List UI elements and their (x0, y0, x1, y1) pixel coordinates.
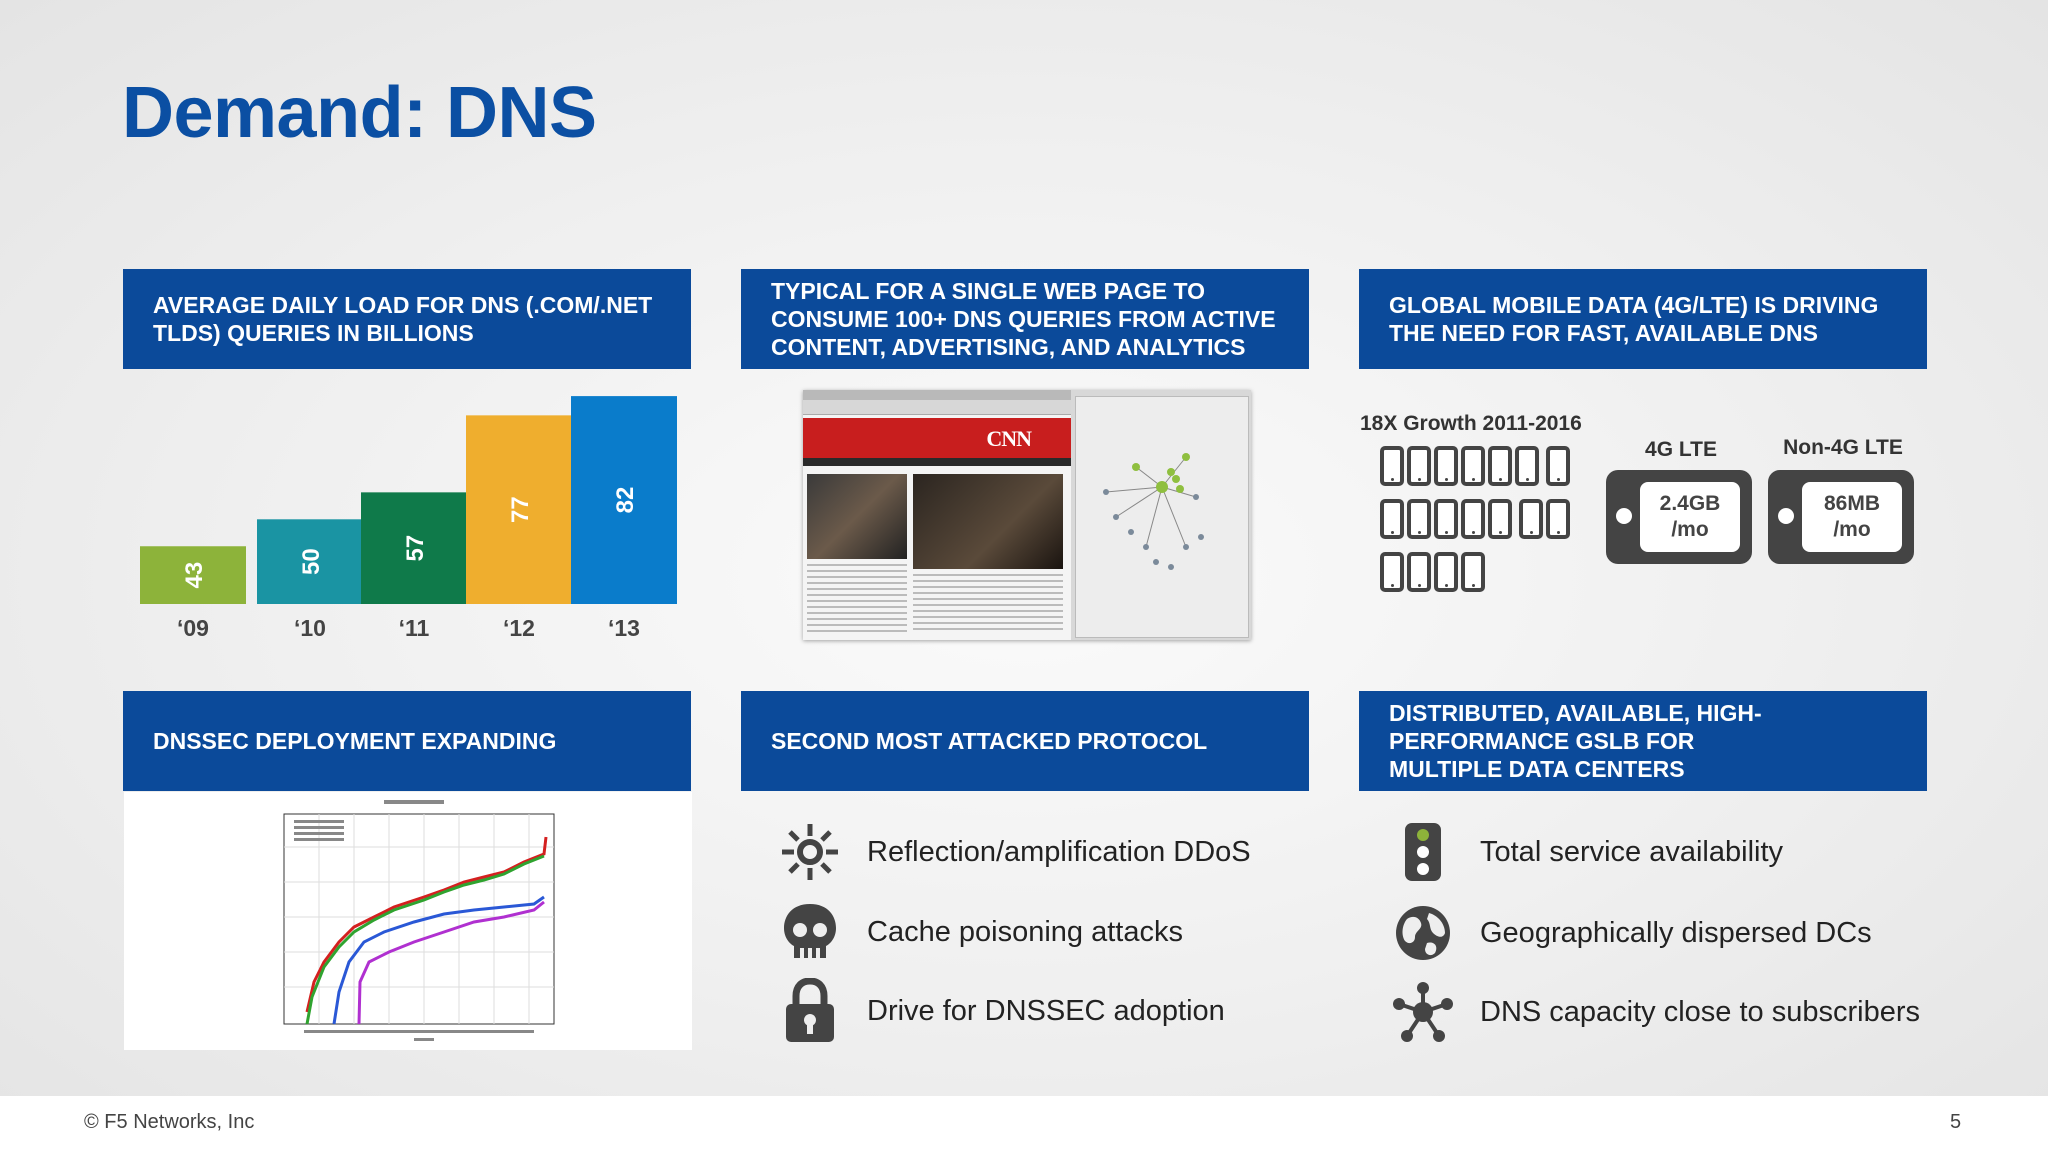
site-nav (803, 458, 1071, 466)
phone-icon (1461, 552, 1485, 592)
phone-icon (1515, 446, 1539, 486)
gslb-item (1388, 977, 1920, 1047)
phone-icon (1546, 499, 1570, 539)
dependency-graph (1076, 397, 1248, 637)
browser-titlebar (803, 390, 1071, 400)
attack-item (775, 817, 1251, 887)
lte-value: 2.4GB (1659, 492, 1721, 515)
gear-burst-icon (775, 817, 845, 887)
growth-label: 18X Growth 2011-2016 (1360, 412, 1582, 435)
panel-header-web-page (741, 269, 1309, 369)
site-logo: CNN (986, 426, 1031, 451)
bar-value-label: 82 (612, 486, 639, 514)
attack-item (775, 976, 1225, 1046)
header-line: TYPICAL FOR A SINGLE WEB PAGE TO (771, 278, 1206, 304)
phone-icon (1434, 552, 1458, 592)
web-page-screenshot (803, 390, 1251, 640)
phone-icon (1380, 499, 1404, 539)
attack-item (775, 897, 1183, 967)
header-line: GLOBAL MOBILE DATA (4G/LTE) IS DRIVING (1389, 292, 1879, 318)
phone-icon (1380, 552, 1404, 592)
non-lte-value: 86MB (1823, 492, 1881, 515)
panel-header-dnssec (123, 691, 691, 791)
gslb-label: Total service availability (1480, 835, 1784, 868)
attack-label: Reflection/amplification DDoS (867, 835, 1251, 868)
phone-icon (1488, 446, 1512, 486)
category-label: ‘12 (503, 615, 535, 641)
bar-value-label: 43 (181, 561, 208, 589)
category-label: ‘11 (398, 615, 430, 641)
header-line: CONTENT, ADVERTISING, AND ANALYTICS (771, 334, 1246, 360)
network-hub-icon (1388, 977, 1458, 1047)
header-line: DISTRIBUTED, AVAILABLE, HIGH- (1389, 700, 1762, 726)
phone-icon (1519, 499, 1543, 539)
phone-icon (1434, 446, 1458, 486)
panel-header-gslb (1359, 691, 1927, 791)
browser-toolbar (803, 400, 1071, 415)
header-line: THE NEED FOR FAST, AVAILABLE DNS (1389, 320, 1818, 346)
panel-header-mobile (1359, 269, 1927, 369)
article-text (807, 564, 907, 634)
phone-icon (1407, 499, 1431, 539)
gslb-item (1388, 817, 1783, 887)
bar-value-label: 77 (507, 496, 534, 524)
footer-bar (0, 1096, 2048, 1152)
gslb-label: DNS capacity close to subscribers (1480, 995, 1920, 1028)
category-label: ‘13 (608, 615, 640, 641)
gslb-item (1388, 898, 1872, 968)
device-button (1616, 508, 1632, 524)
category-label: ‘10 (294, 615, 326, 641)
phone-icon (1461, 446, 1485, 486)
panel-header-attacks (741, 691, 1309, 791)
page-title: Demand: DNS (122, 73, 597, 153)
dependency-graph-panel (1075, 396, 1249, 638)
bar-value-label: 50 (298, 548, 325, 576)
news-photo (807, 474, 907, 559)
non-lte-unit: /mo (1833, 518, 1871, 541)
phone-icon (1461, 499, 1485, 539)
gslb-label: Geographically dispersed DCs (1480, 916, 1872, 949)
phone-icon (1380, 446, 1404, 486)
category-label: ‘09 (177, 615, 209, 641)
header-line: MULTIPLE DATA CENTERS (1389, 756, 1685, 782)
non-lte-screen (1802, 482, 1902, 552)
copyright: © F5 Networks, Inc (84, 1111, 255, 1133)
phone-icon (1407, 552, 1431, 592)
bar-value-label: 57 (402, 534, 429, 562)
header-line: SECOND MOST ATTACKED PROTOCOL (771, 728, 1208, 754)
header-line: TLDS) QUERIES IN BILLIONS (153, 320, 474, 346)
header-line: AVERAGE DAILY LOAD FOR DNS (.COM/.NET (153, 292, 653, 318)
dnssec-deployment-chart (124, 792, 692, 1050)
lte-screen (1640, 482, 1740, 552)
phone-icon (1546, 446, 1570, 486)
feature-photo (913, 474, 1063, 569)
lte-unit: /mo (1671, 518, 1709, 541)
non-lte-label: Non-4G LTE (1783, 436, 1903, 459)
globe-icon (1388, 898, 1458, 968)
phone-icon (1434, 499, 1458, 539)
lte-label: 4G LTE (1645, 438, 1717, 461)
attack-label: Cache poisoning attacks (867, 915, 1183, 948)
device-button (1778, 508, 1794, 524)
lte-device (1606, 470, 1752, 564)
site-header (803, 418, 1071, 458)
browser-window (803, 390, 1071, 640)
phone-grid (1380, 446, 1586, 605)
skull-icon (775, 897, 845, 967)
phone-icon (1488, 499, 1512, 539)
header-line: PERFORMANCE GSLB FOR (1389, 728, 1695, 754)
header-line: CONSUME 100+ DNS QUERIES FROM ACTIVE (771, 306, 1276, 332)
header-line: DNSSEC DEPLOYMENT EXPANDING (153, 728, 557, 754)
dnssec-plot (124, 792, 692, 1050)
attack-label: Drive for DNSSEC adoption (867, 994, 1225, 1027)
article-text (913, 574, 1063, 634)
phone-icon (1407, 446, 1431, 486)
non-lte-device (1768, 470, 1914, 564)
traffic-light-icon (1388, 817, 1458, 887)
lock-icon (775, 976, 845, 1046)
panel-header-dns-load (123, 269, 691, 369)
page-number: 5 (1950, 1111, 1962, 1133)
dns-load-bar-chart (122, 380, 692, 650)
